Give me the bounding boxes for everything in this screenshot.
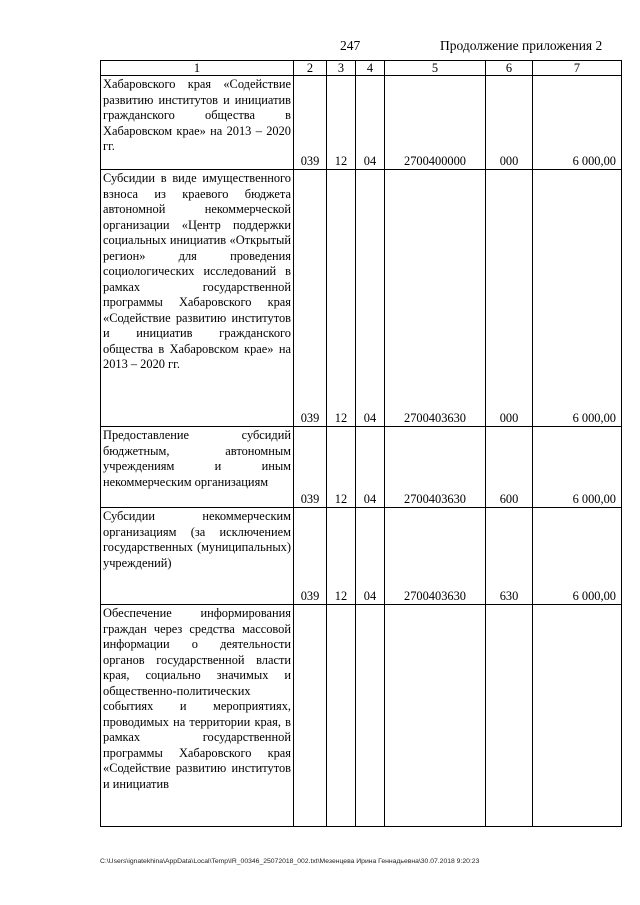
column-header: 4 [356, 61, 385, 76]
target-code: 2700400000 [385, 76, 486, 170]
target-code: 2700403630 [385, 427, 486, 508]
row-description: Хабаровского края «Содействие развитию институтов и инициатив гражданского общества в Хабаровском крае» на 2013 – 2020 гг. [101, 76, 294, 170]
column-header: 5 [385, 61, 486, 76]
budget-table [100, 60, 622, 827]
ministry-code: 039 [294, 170, 327, 427]
amount: 6 000,00 [533, 427, 622, 508]
amount [533, 605, 622, 827]
expense-type-code: 000 [486, 76, 533, 170]
ministry-code: 039 [294, 508, 327, 605]
subsection-code: 04 [356, 427, 385, 508]
subsection-code: 04 [356, 508, 385, 605]
table-row [101, 76, 622, 170]
table-row [101, 508, 622, 605]
table-row [101, 427, 622, 508]
footer-file-path: C:\Users\ignatekhina\AppData\Local\Temp\IR_00346_25072018_002.txt\Мезенцева Ирина Геннадьевна\30.07.2018 9:20:23 [100, 858, 480, 865]
page-number: 247 [340, 38, 361, 53]
target-code: 2700403630 [385, 508, 486, 605]
expense-type-code: 630 [486, 508, 533, 605]
table-header-row [101, 61, 622, 76]
row-description: Предоставление субсидий бюджетным, автономным учреждениям и иным некоммерческим организациям [101, 427, 294, 508]
amount: 6 000,00 [533, 76, 622, 170]
column-header: 3 [327, 61, 356, 76]
target-code [385, 605, 486, 827]
amount: 6 000,00 [533, 170, 622, 427]
row-description: Субсидии в виде имущественного взноса из краевого бюджета автономной некоммерческой организации «Центр поддержки социальных инициатив «Открытый регион» для проведения социологических исследований в рамках государственной программы Хабаровского края «Содействие развитию институтов и инициатив гражданского общества в Хабаровском крае» на 2013 – 2020 гг. [101, 170, 294, 427]
ministry-code [294, 605, 327, 827]
ministry-code: 039 [294, 76, 327, 170]
column-header: 7 [533, 61, 622, 76]
expense-type-code [486, 605, 533, 827]
section-code: 12 [327, 76, 356, 170]
section-code: 12 [327, 508, 356, 605]
subsection-code [356, 605, 385, 827]
section-code: 12 [327, 427, 356, 508]
continuation-label: Продолжение приложения 2 [440, 38, 603, 53]
target-code: 2700403630 [385, 170, 486, 427]
section-code [327, 605, 356, 827]
subsection-code: 04 [356, 170, 385, 427]
expense-type-code: 600 [486, 427, 533, 508]
column-header: 6 [486, 61, 533, 76]
column-header: 2 [294, 61, 327, 76]
expense-type-code: 000 [486, 170, 533, 427]
subsection-code: 04 [356, 76, 385, 170]
table-row [101, 605, 622, 827]
amount: 6 000,00 [533, 508, 622, 605]
column-header: 1 [101, 61, 294, 76]
row-description: Субсидии некоммерческим организациям (за исключением государственных (муниципальных) учреждений) [101, 508, 294, 605]
section-code: 12 [327, 170, 356, 427]
table-row [101, 170, 622, 427]
ministry-code: 039 [294, 427, 327, 508]
row-description: Обеспечение информирования граждан через средства массовой информации о деятельности органов государственной власти края, социально значимых и общественно-политических событиях и мероприятиях, проводимых на территории края, в рамках государственной программы Хабаровского края «Содействие развитию институтов и инициатив [101, 605, 294, 827]
